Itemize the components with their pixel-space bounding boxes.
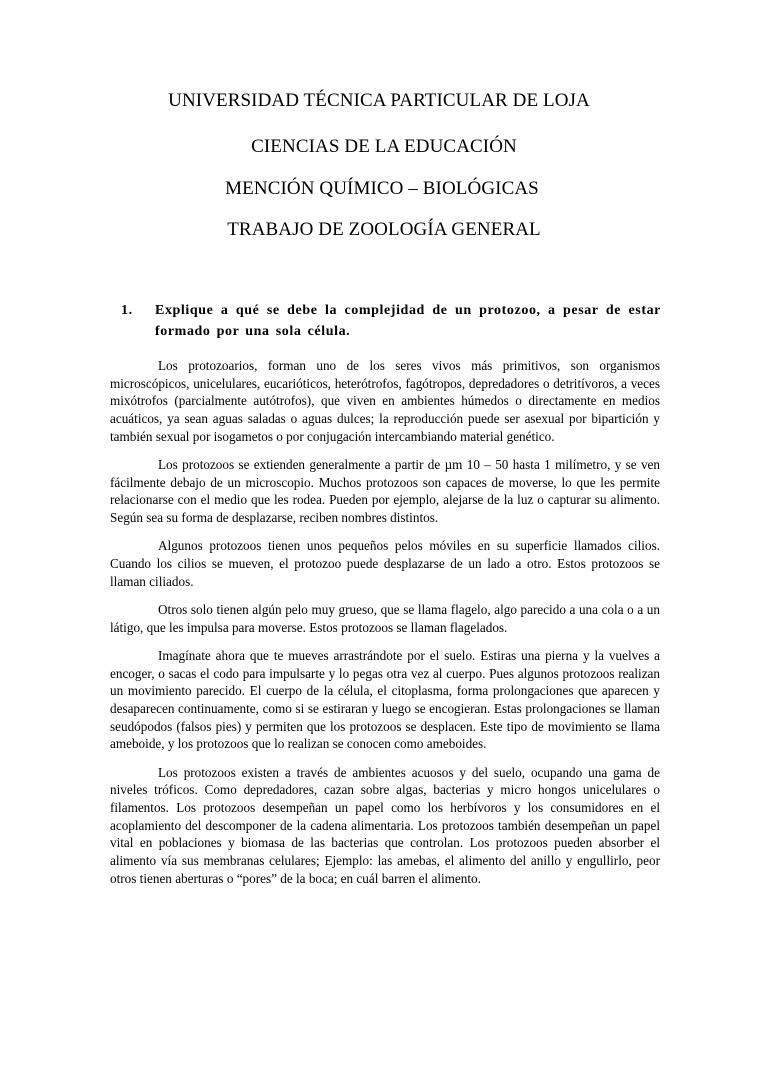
question-item (121, 300, 661, 342)
paragraph-6: Los protozoos existen a través de ambientes acuosos y del suelo, ocupando una gama de niveles tróficos. Como depredadores, cazan sobre algas, bacterias y micro hongos unicelulares o filamentos. Los protozoos desempeñan un papel como los herbívoros y los consumidores en el acoplamiento del descomponer de la cadena alimentaria. Los protozoos también desempeñan un papel vital en poblaciones y biomasa de las bacterias que controlan. Los protozoos pueden absorber el alimento vía sus membranas celulares; Ejemplo: las amebas, el alimento del anillo y engullirlo, peor otros tienen aberturas o “pores” de la boca; en cuál barren el alimento. (110, 764, 660, 886)
paragraph-5: Imagínate ahora que te mueves arrastrándote por el suelo. Estiras una pierna y la vuelves a encoger, o sacas el codo para impulsarte y lo pegas otra vez al cuerpo. Pues algunos protozoos realizan un movimiento parecido. El cuerpo de la célula, el citoplasma, forma prolongaciones que aparecen y desaparecen continuamente, como si se estiraran y luego se encogieran. Estas prolongaciones se llaman seudópodos (falsos pies) y permiten que los protozoos se desplacen. Este tipo de movimiento se llama ameboide, y los protozoos que lo realizan se conocen como ameboides. (110, 647, 660, 752)
paragraph-1: Los protozoarios, forman uno de los seres vivos más primitivos, son organismos microscópicos, unicelulares, eucarióticos, heterótrofos, fagótropos, depredadores o detritívoros, a veces mixótrofos (parcialmente autótrofos), que viven en ambientes húmedos o directamente en medios acuáticos, ya sean aguas saladas o aguas dulces; la reproducción puede ser asexual por bipartición y también sexual por isogametos o por conjugación intercambiando material genético. (110, 358, 660, 444)
faculty-title: CIENCIAS DE LA EDUCACIÓN (251, 136, 517, 157)
paragraph-2: Los protozoos se extienden generalmente a partir de µm 10 – 50 hasta 1 milímetro, y se ven fácilmente debajo de un microscopio. Muchos protozoos son capaces de moverse, lo que les permite relacionarse con el medio que les rodea. Pueden por ejemplo, alejarse de la luz o capturar su alimento. Según sea su forma de desplazarse, reciben nombres distintos. (110, 457, 660, 526)
question-text: Explique a qué se debe la complejidad de un protozoo, a pesar de estar formado por una sola célula. (155, 303, 661, 339)
answer-body (110, 357, 660, 898)
university-title: UNIVERSIDAD TÉCNICA PARTICULAR DE LOJA (168, 90, 590, 111)
assignment-title: TRABAJO DE ZOOLOGÍA GENERAL (227, 219, 541, 240)
mention-title: MENCIÓN QUÍMICO – BIOLÓGICAS (225, 178, 539, 199)
paragraph-4: Otros solo tienen algún pelo muy grueso, que se llama flagelo, algo parecido a una cola o a un látigo, que les impulsa para moverse. Estos protozoos se llaman flagelados. (110, 601, 660, 635)
paragraph-3: Algunos protozoos tienen unos pequeños pelos móviles en su superficie llamados cilios. Cuando los cilios se mueven, el protozoo puede desplazarse de un lado a otro. Estos protozoos se llaman ciliados. (110, 538, 660, 589)
question-number: 1. (121, 303, 133, 318)
